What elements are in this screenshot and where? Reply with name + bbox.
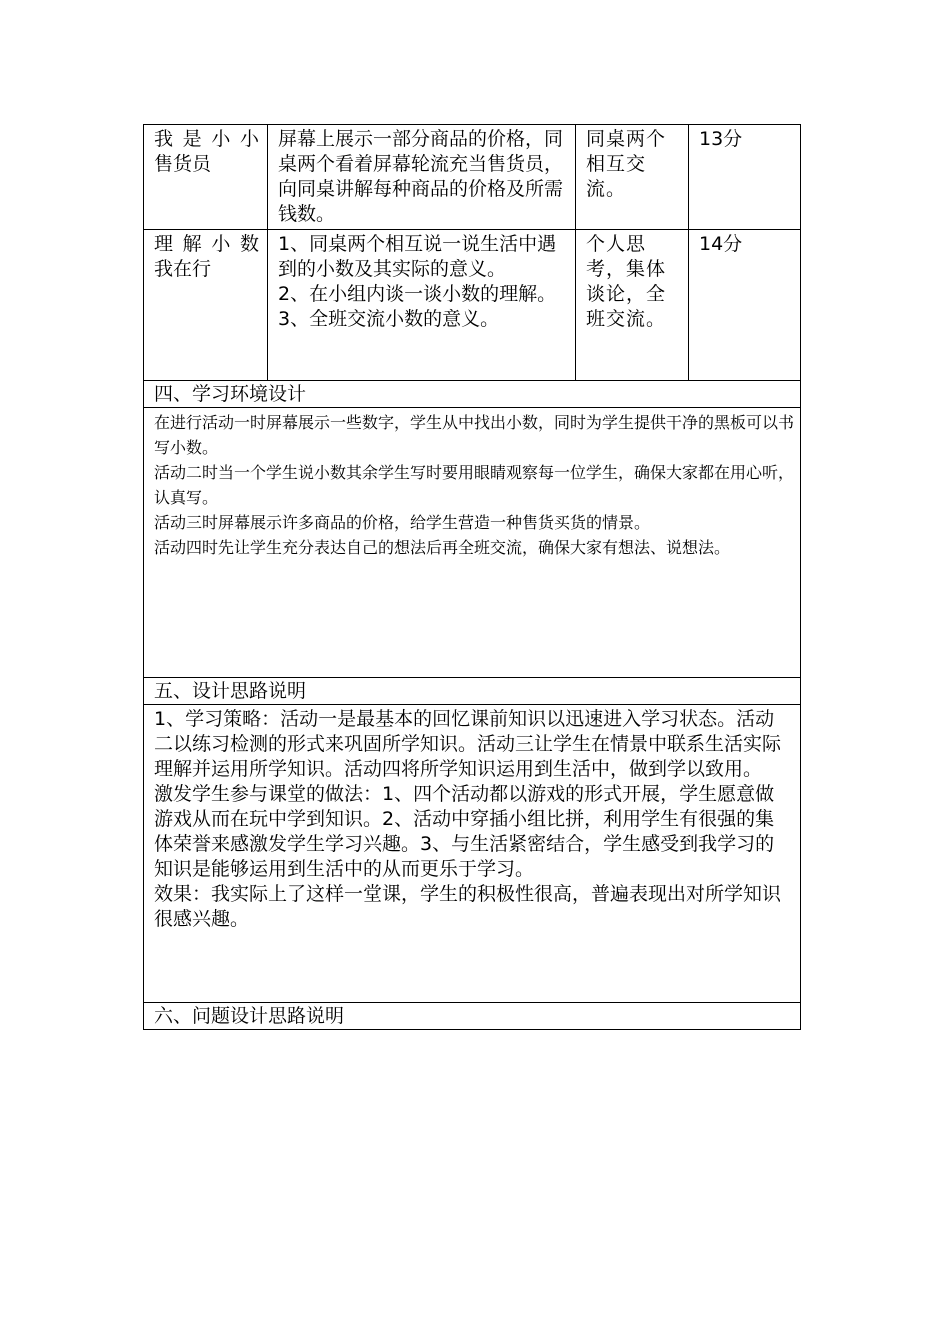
paragraph: 1、学习策略：活动一是最基本的回忆课前知识以迅速进入学习状态。活动二以练习检测的形式来巩固所学知识。活动三让学生在情景中联系生活实际理解并运用所学知识。活动四将所学知识运用到生活中，做到学以致用。 [154, 708, 782, 780]
design-rationale-row [144, 705, 801, 1003]
activity-row [144, 125, 801, 230]
section-heading: 四、学习环境设计 [144, 381, 801, 408]
paragraph: 在进行活动一时屏幕展示一些数字，学生从中找出小数，同时为学生提供干净的黑板可以书写小数。 [154, 413, 795, 457]
paragraph: 活动二时当一个学生说小数其余学生写时要用眼睛观察每一位学生，确保大家都在用心听，认真写。 [154, 463, 795, 507]
activity-name-line: 售货员 [154, 153, 212, 175]
activity-content-item: 2、在小组内谈一谈小数的理解。 [278, 283, 557, 305]
activity-time: 14分 [699, 233, 743, 255]
section-heading: 六、问题设计思路说明 [144, 1003, 801, 1030]
environment-design-row [144, 408, 801, 678]
activity-name-line: 我是小小 [154, 128, 259, 150]
paragraph: 激发学生参与课堂的做法：1、四个活动都以游戏的形式开展，学生愿意做游戏从而在玩中学到知识。2、活动中穿插小组比拼，利用学生有很强的集体荣誉来感激发学生学习兴趣。3、与生活紧密结合，学生感受到我学习的知识是能够运用到生活中的从而更乐于学习。 [154, 783, 775, 880]
paragraph: 效果：我实际上了这样一堂课，学生的积极性很高，普遍表现出对所学知识很感兴趣。 [154, 883, 782, 930]
activity-content-item: 1、同桌两个相互说一说生活中遇到的小数及其实际的意义。 [278, 233, 557, 280]
paragraph: 活动三时屏幕展示许多商品的价格，给学生营造一种售货买货的情景。 [154, 513, 651, 532]
activity-content: 屏幕上展示一部分商品的价格，同桌两个看着屏幕轮流充当售货员，向同桌讲解每种商品的价格及所需钱数。 [278, 128, 564, 225]
activity-method-cell [576, 230, 689, 381]
activity-method: 同桌两个相互交流。 [586, 128, 667, 200]
activity-content-cell [268, 230, 576, 381]
activity-time-cell [689, 230, 801, 381]
activity-name-line: 理解小数 [154, 233, 259, 255]
paragraph: 活动四时先让学生充分表达自己的想法后再全班交流，确保大家有想法、说想法。 [154, 538, 731, 557]
activity-content-item: 3、全班交流小数的意义。 [278, 308, 500, 330]
activity-name-cell [144, 125, 268, 230]
activity-time: 13分 [699, 128, 743, 150]
activity-content-cell [268, 125, 576, 230]
activity-method-cell [576, 125, 689, 230]
activity-name-cell [144, 230, 268, 381]
section-heading-row [144, 678, 801, 705]
activity-name-line: 我在行 [154, 258, 212, 280]
environment-design-cell [144, 408, 801, 678]
section-heading: 五、设计思路说明 [144, 678, 801, 705]
activity-time-cell [689, 125, 801, 230]
activity-row [144, 230, 801, 381]
design-rationale-cell [144, 705, 801, 1003]
activity-method: 个人思考，集体谈论，全班交流。 [586, 233, 667, 330]
section-heading-row [144, 381, 801, 408]
section-heading-row [144, 1003, 801, 1030]
lesson-plan-table [143, 124, 801, 1030]
